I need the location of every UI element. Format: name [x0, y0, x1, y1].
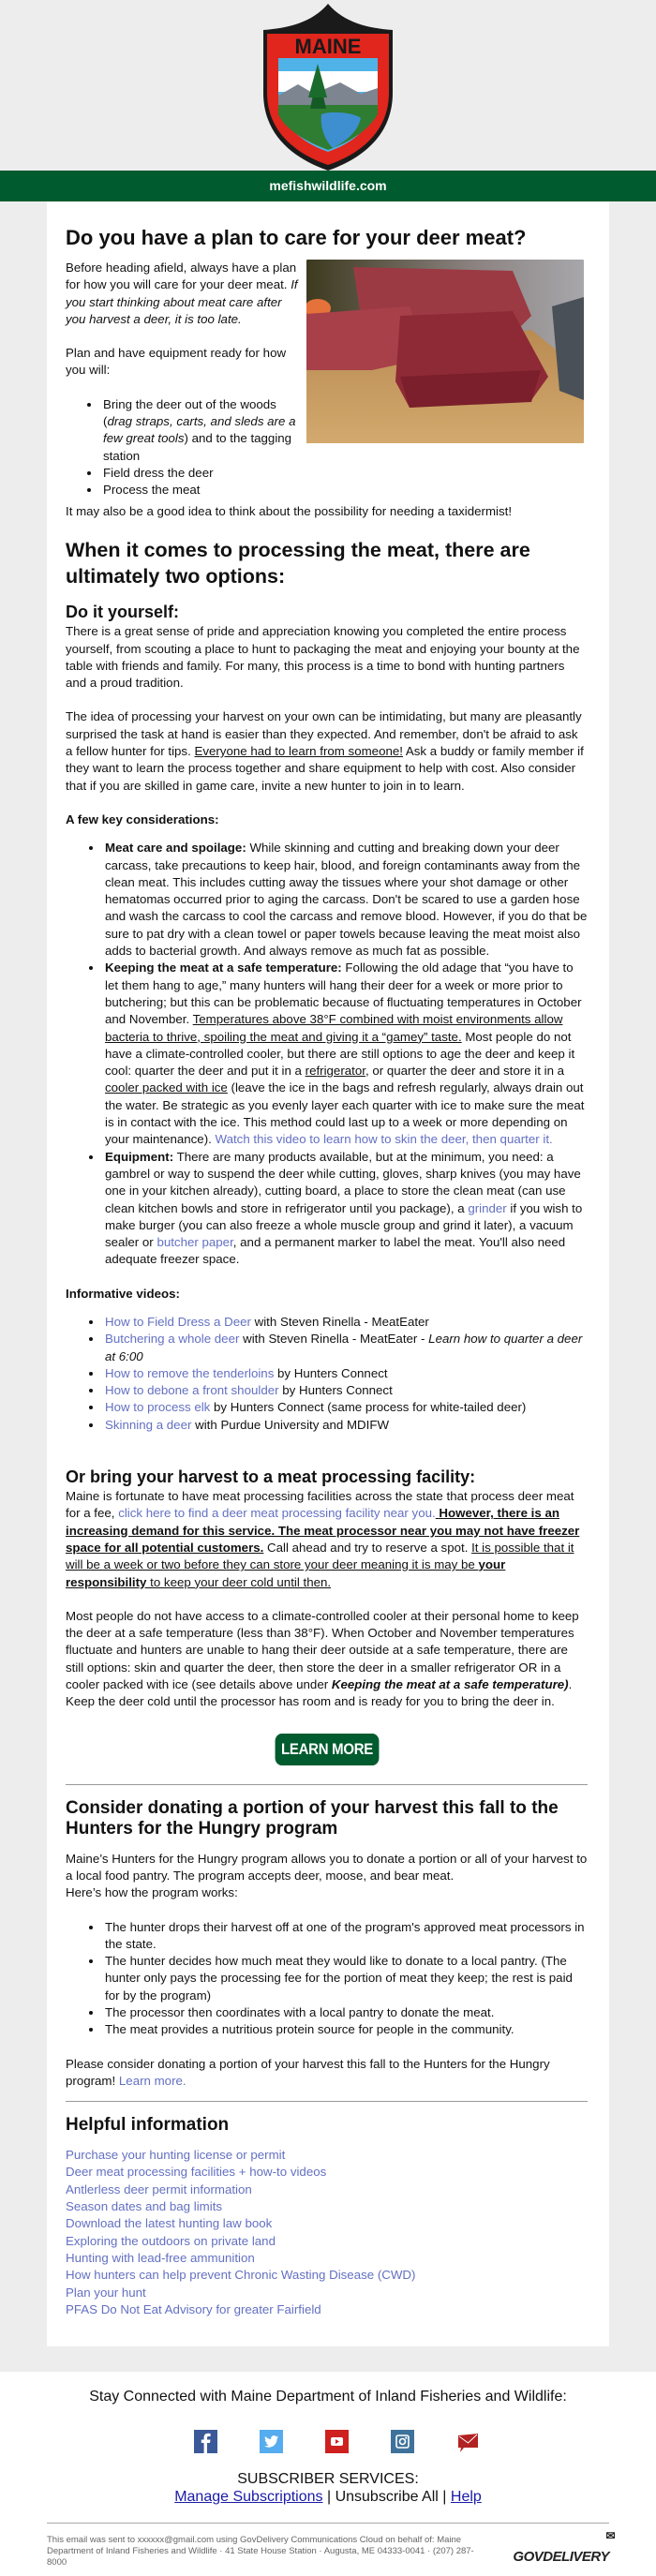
hunters-hungry-learn-more-link[interactable]: Learn more.	[118, 2073, 186, 2088]
twitter-icon[interactable]	[260, 2430, 283, 2453]
video-link[interactable]: How to Field Dress a Deer	[105, 1314, 251, 1329]
unsubscribe-all-link[interactable]: Unsubscribe All	[335, 2489, 439, 2506]
helpful-link[interactable]: Season dates and bag limits	[66, 2199, 223, 2214]
video-item: • How to process elk by Hunters Connect (same process for white-tailed deer)	[103, 1399, 588, 1416]
video-link[interactable]: How to remove the tenderloins	[105, 1365, 275, 1380]
hunters-hungry-title: Consider donating a portion of your harvest this fall to the Hunters for the Hungry program	[66, 1797, 559, 1839]
video-link[interactable]: How to debone a front shoulder	[105, 1383, 279, 1398]
program-steps-list	[66, 1919, 588, 2039]
intro-paragraph-2: Plan and have equipment ready for how you will:	[66, 346, 287, 378]
options-title: When it comes to processing the meat, there are ultimately two options:	[66, 539, 530, 588]
intro-title: Do you have a plan to care for your deer meat?	[66, 226, 527, 249]
stay-connected-text: Stay Connected with Maine Department of Inland Fisheries and Wildlife:	[89, 2389, 567, 2405]
video-item: • How to debone a front shoulder by Hunters Connect	[103, 1382, 588, 1399]
social-icons	[0, 2430, 656, 2453]
site-link-bar	[0, 171, 656, 201]
deer-meat-photo	[306, 260, 584, 443]
helpful-link[interactable]: Antlerless deer permit information	[66, 2181, 252, 2196]
email-header	[0, 0, 656, 171]
consideration-temperature: • Keeping the meat at a safe temperature: Following the old adage that “you have to let them hang to age,” many hunters will hang their deer for a week or more prior to butchering; but this can be problematic because of fluctuating temperatures in October and November. Temperatures above 38°F combined with moist environments allow bacteria to thrive, spoiling the meat and giving it a “gamey” taste. Most people do not have a climate-controlled cooler, but there are still options to age the deer and keep it cool: quarter the deer and put it in a refrigerator, or quarter the deer and store it in a cooler packed with ice (leave the ice in the bags and refresh regularly, always drain out the water. Be strategic as you evenly layer each quarter with ice to make sure the meat is in contact with the ice. This method could last up to a week or more depending on your maintenance). Watch this video to learn how to skin the deer, then quarter it.	[103, 960, 588, 1148]
diy-paragraph-1: There is a great sense of pride and appreciation knowing you completed the entire process yourself, from scouting a place to hunt to packaging the meat and enjoying your bounty at the table with friends and family. For many, this process is a time to bond with hunting partners and a proud tradition.	[66, 624, 580, 691]
help-link[interactable]: Help	[450, 2489, 482, 2506]
videos-title: Informative videos:	[66, 1286, 180, 1301]
subscriber-services: SUBSCRIBER SERVICES: Manage Subscriptions | Unsubscribe All | Help	[174, 2471, 482, 2506]
helpful-link[interactable]: Exploring the outdoors on private land	[66, 2233, 276, 2248]
svg-text:MAINE: MAINE	[294, 35, 362, 58]
list-item: • The hunter decides how much meat they would like to donate to a local pantry. (The hunter only pays the processing fee for the portion of meat they keep; the rest is paid for by the program)	[103, 1953, 588, 2004]
grinder-link[interactable]: grinder	[468, 1200, 507, 1215]
helpful-link[interactable]: How hunters can help prevent Chronic Wasting Disease (CWD)	[66, 2268, 416, 2283]
video-item: • Skinning a deer with Purdue University and MDIFW	[103, 1417, 588, 1434]
prep-list	[66, 396, 305, 499]
consideration-equipment: • Equipment: There are many products available, but at the minimum, you need: a gambrel or way to suspend the deer while cutting, gloves, sharp knives (you may have one in your kitchen already), cutting board, a place to store the clean meat (can use clean kitchen bowls and store in refrigerator until you package), a grinder if you wish to make burger (you can also freeze a whole muscle group and grind it later), a vacuum sealer or butcher paper, and a permanent marker to label the meat. You'll also need adequate freezer space.	[103, 1149, 588, 1269]
list-item: • The meat provides a nutritious protein source for people in the community.	[103, 2021, 588, 2038]
video-item: • How to remove the tenderloins by Hunters Connect	[103, 1365, 588, 1382]
list-item: • The processor then coordinates with a local pantry to donate the meat.	[103, 2004, 588, 2021]
fine-print: This email was sent to xxxxxx@gmail.com using GovDelivery Communications Cloud on behalf of: Maine Department of Inland Fisheries and Wildlife · 41 State House Station · Augusta, ME 04333-0041 · (207) 287-8000	[47, 2535, 474, 2569]
diy-title: Do it yourself:	[66, 603, 180, 622]
email-content	[47, 201, 609, 2346]
find-facility-link[interactable]: click here to find a deer meat processing facility near you.	[118, 1506, 436, 1521]
list-item: • The hunter drops their harvest off at one of the program's approved meat processors in the state.	[103, 1919, 588, 1954]
email-icon[interactable]	[456, 2430, 480, 2453]
facility-paragraph-1: Maine is fortunate to have meat processing facilities across the state that process deer meat for a fee, click here to find a deer meat processing facility near you. However, there is an increasing demand for this service. The meat processor near you may not have freezer space for all potential customers. Call ahead and try to reserve a spot. It is possible that it will be a week or two before they can store your deer meaning it is may be your responsibility to keep your deer cold until then.	[66, 1489, 580, 1589]
consideration-meat-care: • Meat care and spoilage: While skinning and cutting and breaking down your deer carcass, take precautions to keep hair, blood, and foreign contaminants away from the clean meat. This includes cutting away the tissues where your shot damage or other hematomas occurred prior to aging the carcass. Don't be scared to use a garden hose and wash the carcass to cool the carcass and remove blood. However, if you do that be sure to pat dry with a clean towel or paper towels because leaving the meat moist also adds to bacterial growth. And always remove as much fat as possible.	[103, 840, 588, 960]
site-link[interactable]: mefishwildlife.com	[269, 178, 387, 193]
considerations-title: A few key considerations:	[66, 812, 219, 826]
youtube-icon[interactable]	[325, 2430, 349, 2453]
list-item: • Bring the deer out of the woods (drag straps, carts, and sleds are a few great tools) and to the tagging station	[101, 396, 305, 465]
facility-title: Or bring your harvest to a meat processing facility:	[66, 1467, 476, 1487]
videos-list	[66, 1314, 588, 1434]
video-item: • Butchering a whole deer with Steven Rinella - MeatEater - Learn how to quarter a deer at 6:00	[103, 1331, 588, 1365]
video-link[interactable]: Skinning a deer	[105, 1417, 192, 1432]
helpful-info-title: Helpful information	[66, 2115, 230, 2136]
video-item: • How to Field Dress a Deer with Steven Rinella - MeatEater	[103, 1314, 588, 1331]
divider	[66, 1784, 588, 1785]
content-wrapper	[0, 201, 656, 2372]
diy-paragraph-2: The idea of processing your harvest on your own can be intimidating, but many are pleasantly surprised the task at hand is easier than they expected. And remember, don't be afraid to ask a fellow hunter for tips. Everyone had to learn from someone! Ask a buddy or family member if they want to learn the process together and share equipment to help with cost. Also consider that if you are skilled in game care, invite a new hunter to join in to learn.	[66, 709, 584, 793]
envelope-icon: ✉	[605, 2529, 615, 2543]
learn-more-button[interactable]: LEARN MORE	[275, 1734, 379, 1765]
video-link[interactable]: How to process elk	[105, 1400, 211, 1415]
hunters-hungry-closing: Please consider donating a portion of your harvest this fall to the Hunters for the Hungry program! Learn more.	[66, 2056, 550, 2088]
considerations-list	[66, 840, 588, 1268]
butcher-paper-link[interactable]: butcher paper	[157, 1235, 233, 1250]
helpful-link[interactable]: Download the latest hunting law book	[66, 2216, 273, 2231]
maine-ifw-logo[interactable]	[256, 4, 400, 171]
helpful-links	[66, 2147, 588, 2318]
helpful-link[interactable]: Hunting with lead-free ammunition	[66, 2250, 255, 2265]
hunters-hungry-intro: Maine’s Hunters for the Hungry program allows you to donate a portion or all of your harvest to a local food pantry. The program accepts deer, moose, and bear meat. Here’s how the program works:	[66, 1851, 588, 1900]
govdelivery-logo[interactable]: govdelivery ✉	[513, 2529, 615, 2567]
intro-section	[66, 260, 588, 503]
instagram-icon[interactable]	[391, 2430, 414, 2453]
helpful-link[interactable]: PFAS Do Not Eat Advisory for greater Fairfield	[66, 2301, 321, 2316]
fine-print-row	[47, 2523, 615, 2576]
video-link[interactable]: Butchering a whole deer	[105, 1332, 240, 1347]
helpful-link[interactable]: Deer meat processing facilities + how-to videos	[66, 2165, 327, 2180]
facility-paragraph-2: Most people do not have access to a climate-controlled cooler at their personal home to keep the deer at a safe temperature (less than 38°F). When October and November temperatures fluctuate and hunters are unable to hang their deer outside at a safe temperature, there are still options: skin and quarter the deer, then store the deer in a smaller refrigerator OR in a cooler packed with ice (see details above under Keeping the meat at a safe temperature). Keep the deer cold until the processor has room and is ready for you to bring the deer in.	[66, 1608, 579, 1709]
helpful-link[interactable]: Purchase your hunting license or permit	[66, 2148, 286, 2163]
list-item: • Process the meat	[101, 482, 305, 499]
facebook-icon[interactable]	[194, 2430, 217, 2453]
email-footer	[0, 2372, 656, 2576]
list-item: • Field dress the deer	[101, 465, 305, 482]
intro-paragraph-1: Before heading afield, always have a plan for how you will care for your deer meat. If you start thinking about meat care after you harvest a deer, it is too late.	[66, 261, 298, 326]
manage-subscriptions-link[interactable]: Manage Subscriptions	[174, 2489, 323, 2506]
helpful-link[interactable]: Plan your hunt	[66, 2285, 146, 2300]
taxidermist-note: It may also be a good idea to think about the possibility for needing a taxidermist!	[66, 504, 513, 518]
divider	[66, 2101, 588, 2102]
skin-quarter-video-link[interactable]: Watch this video to learn how to skin the deer, then quarter it.	[215, 1132, 553, 1147]
